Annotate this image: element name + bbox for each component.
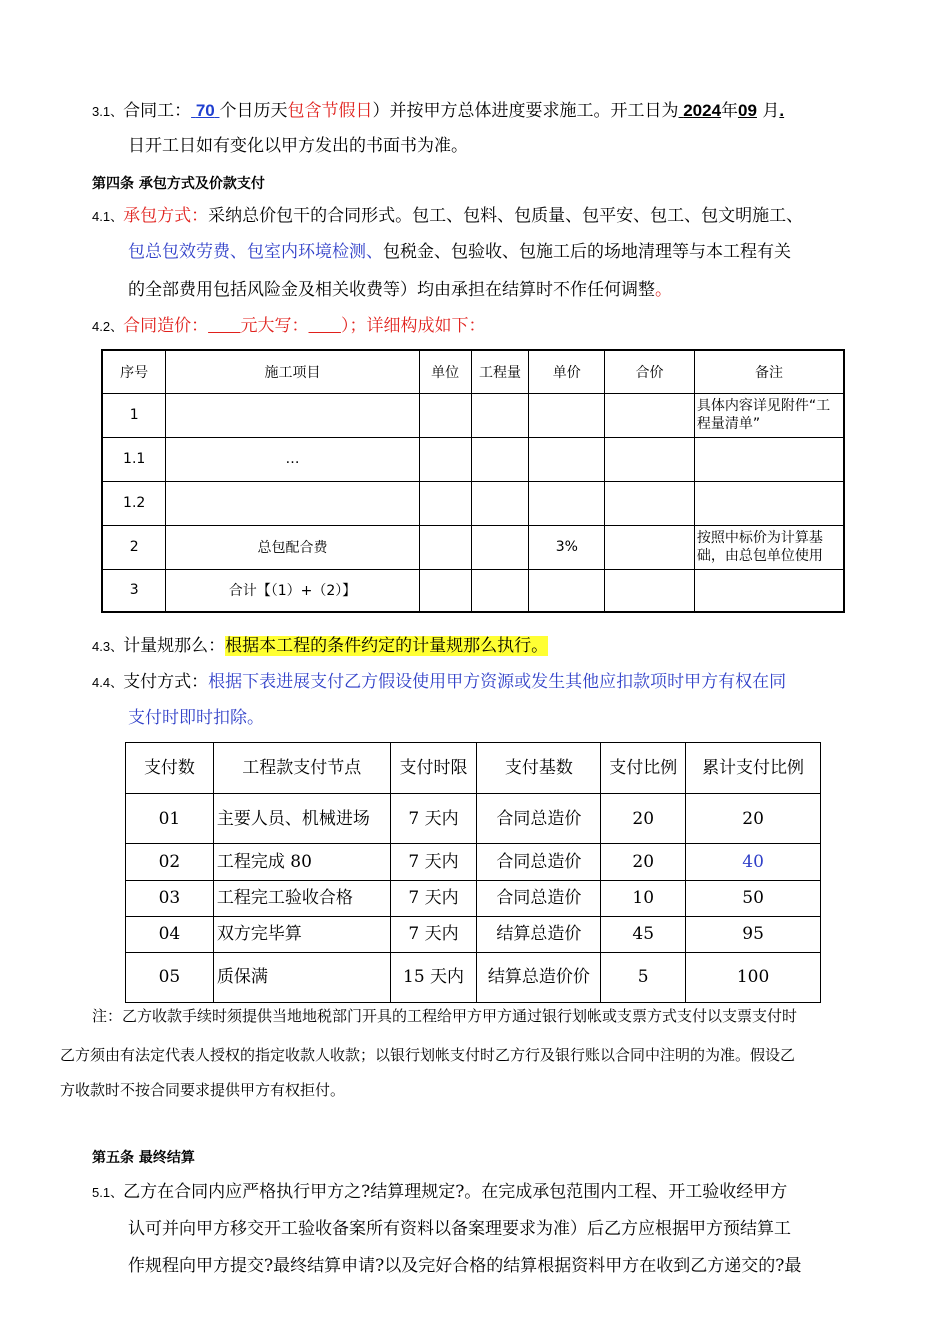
- clause-4-1-line-2: 包总包效劳费、包室内环境检测、包税金、包验收、包施工后的场地清理等与本工程有关: [128, 242, 791, 262]
- table-row: 02 工程完成 80 7 天内 合同总造价 20 40: [126, 844, 821, 880]
- article-5-heading: 第五条 最终结算: [92, 1150, 195, 1166]
- clause-3-1-line-1: 3.1、合同工： 70 个日历天包含节假日）并按甲方总体进度要求施工。开工日为 2024年09 月.: [92, 101, 785, 121]
- clause-5-1-line-1: 5.1、乙方在合同内应严格执行甲方之?结算理规定?。在完成承包范围内工程、开工验收经甲方: [92, 1182, 788, 1202]
- clause-number: 3.1、: [92, 104, 124, 119]
- start-year: 2024: [683, 101, 722, 120]
- clause-4-3: 4.3、计量规那么：根据本工程的条件约定的计量规那么执行。: [92, 636, 549, 656]
- table-row: 3 合计【（1）+（2）】: [102, 569, 844, 612]
- highlighted-text: 根据本工程的条件约定的计量规那么执行。: [225, 636, 549, 656]
- start-month: 09: [738, 101, 757, 120]
- note-line-1: 注：乙方收款手续时须提供当地地税部门开具的工程给甲方甲方通过银行划帐或支票方式支付以支票支付时: [92, 1007, 798, 1025]
- note-line-2: 乙方须由有法定代表人授权的指定收款人收款；以银行划帐支付时乙方行及银行账以合同中注明的为准。假设乙: [60, 1046, 796, 1064]
- table-row: 2 总包配合费 3% 按照中标价为计算基础，由总包单位使用: [102, 525, 844, 569]
- cost-breakdown-table: [101, 349, 845, 613]
- clause-4-1-line-1: 4.1、承包方式：采纳总价包干的合同形式。包工、包料、包质量、包平安、包工、包文明施工、: [92, 206, 804, 226]
- clause-4-1-line-3: 的全部费用包括风险金及相关收费等）均由承担在结算时不作任何调整。: [128, 280, 672, 300]
- table-row: 1.1 …: [102, 437, 844, 481]
- payment-schedule-table: [125, 742, 821, 1003]
- table-row: 01 主要人员、机械进场 7 天内 合同总造价 20 20: [126, 794, 821, 844]
- clause-4-4-line-2: 支付时即时扣除。: [128, 708, 264, 728]
- table-row: 1 具体内容详见附件“工程量清单”: [102, 393, 844, 437]
- table-row: 04 双方完毕算 7 天内 结算总造价 45 95: [126, 916, 821, 952]
- note-line-3: 方收款时不按合同要求提供甲方有权拒付。: [60, 1081, 346, 1099]
- clause-4-2: 4.2、合同造价： 元大写： ）；详细构成如下：: [92, 316, 486, 336]
- table-row: 05 质保满 15 天内 结算总造价价 5 100: [126, 952, 821, 1002]
- clause-4-4-line-1: 4.4、支付方式：根据下表进展支付乙方假设使用甲方资源或发生其他应扣款项时甲方有权在同: [92, 672, 787, 692]
- table-header-row: 支付数 工程款支付节点 支付时限 支付基数 支付比例 累计支付比例: [126, 743, 821, 794]
- price-words-blank: [309, 316, 341, 336]
- clause-5-1-line-3: 作规程向甲方提交?最终结算申请?以及完好合格的结算根据资料甲方在收到乙方递交的?最: [128, 1256, 802, 1276]
- clause-5-1-line-2: 认可并向甲方移交开工验收备案所有资料以备案理要求为准）后乙方应根据甲方预结算工: [128, 1219, 791, 1239]
- clause-3-1-line-2: 日开工日如有变化以甲方发出的书面书为准。: [128, 136, 468, 156]
- table-row: 1.2: [102, 481, 844, 525]
- table-row: 03 工程完工验收合格 7 天内 合同总造价 10 50: [126, 880, 821, 916]
- duration-days: 70: [195, 101, 215, 120]
- start-day-blank: .: [779, 101, 785, 120]
- article-4-heading: 第四条 承包方式及价款支付: [92, 176, 265, 192]
- price-blank: [208, 316, 240, 336]
- table-header-row: 序号 施工项目 单位 工程量 单价 合价 备注: [102, 350, 844, 393]
